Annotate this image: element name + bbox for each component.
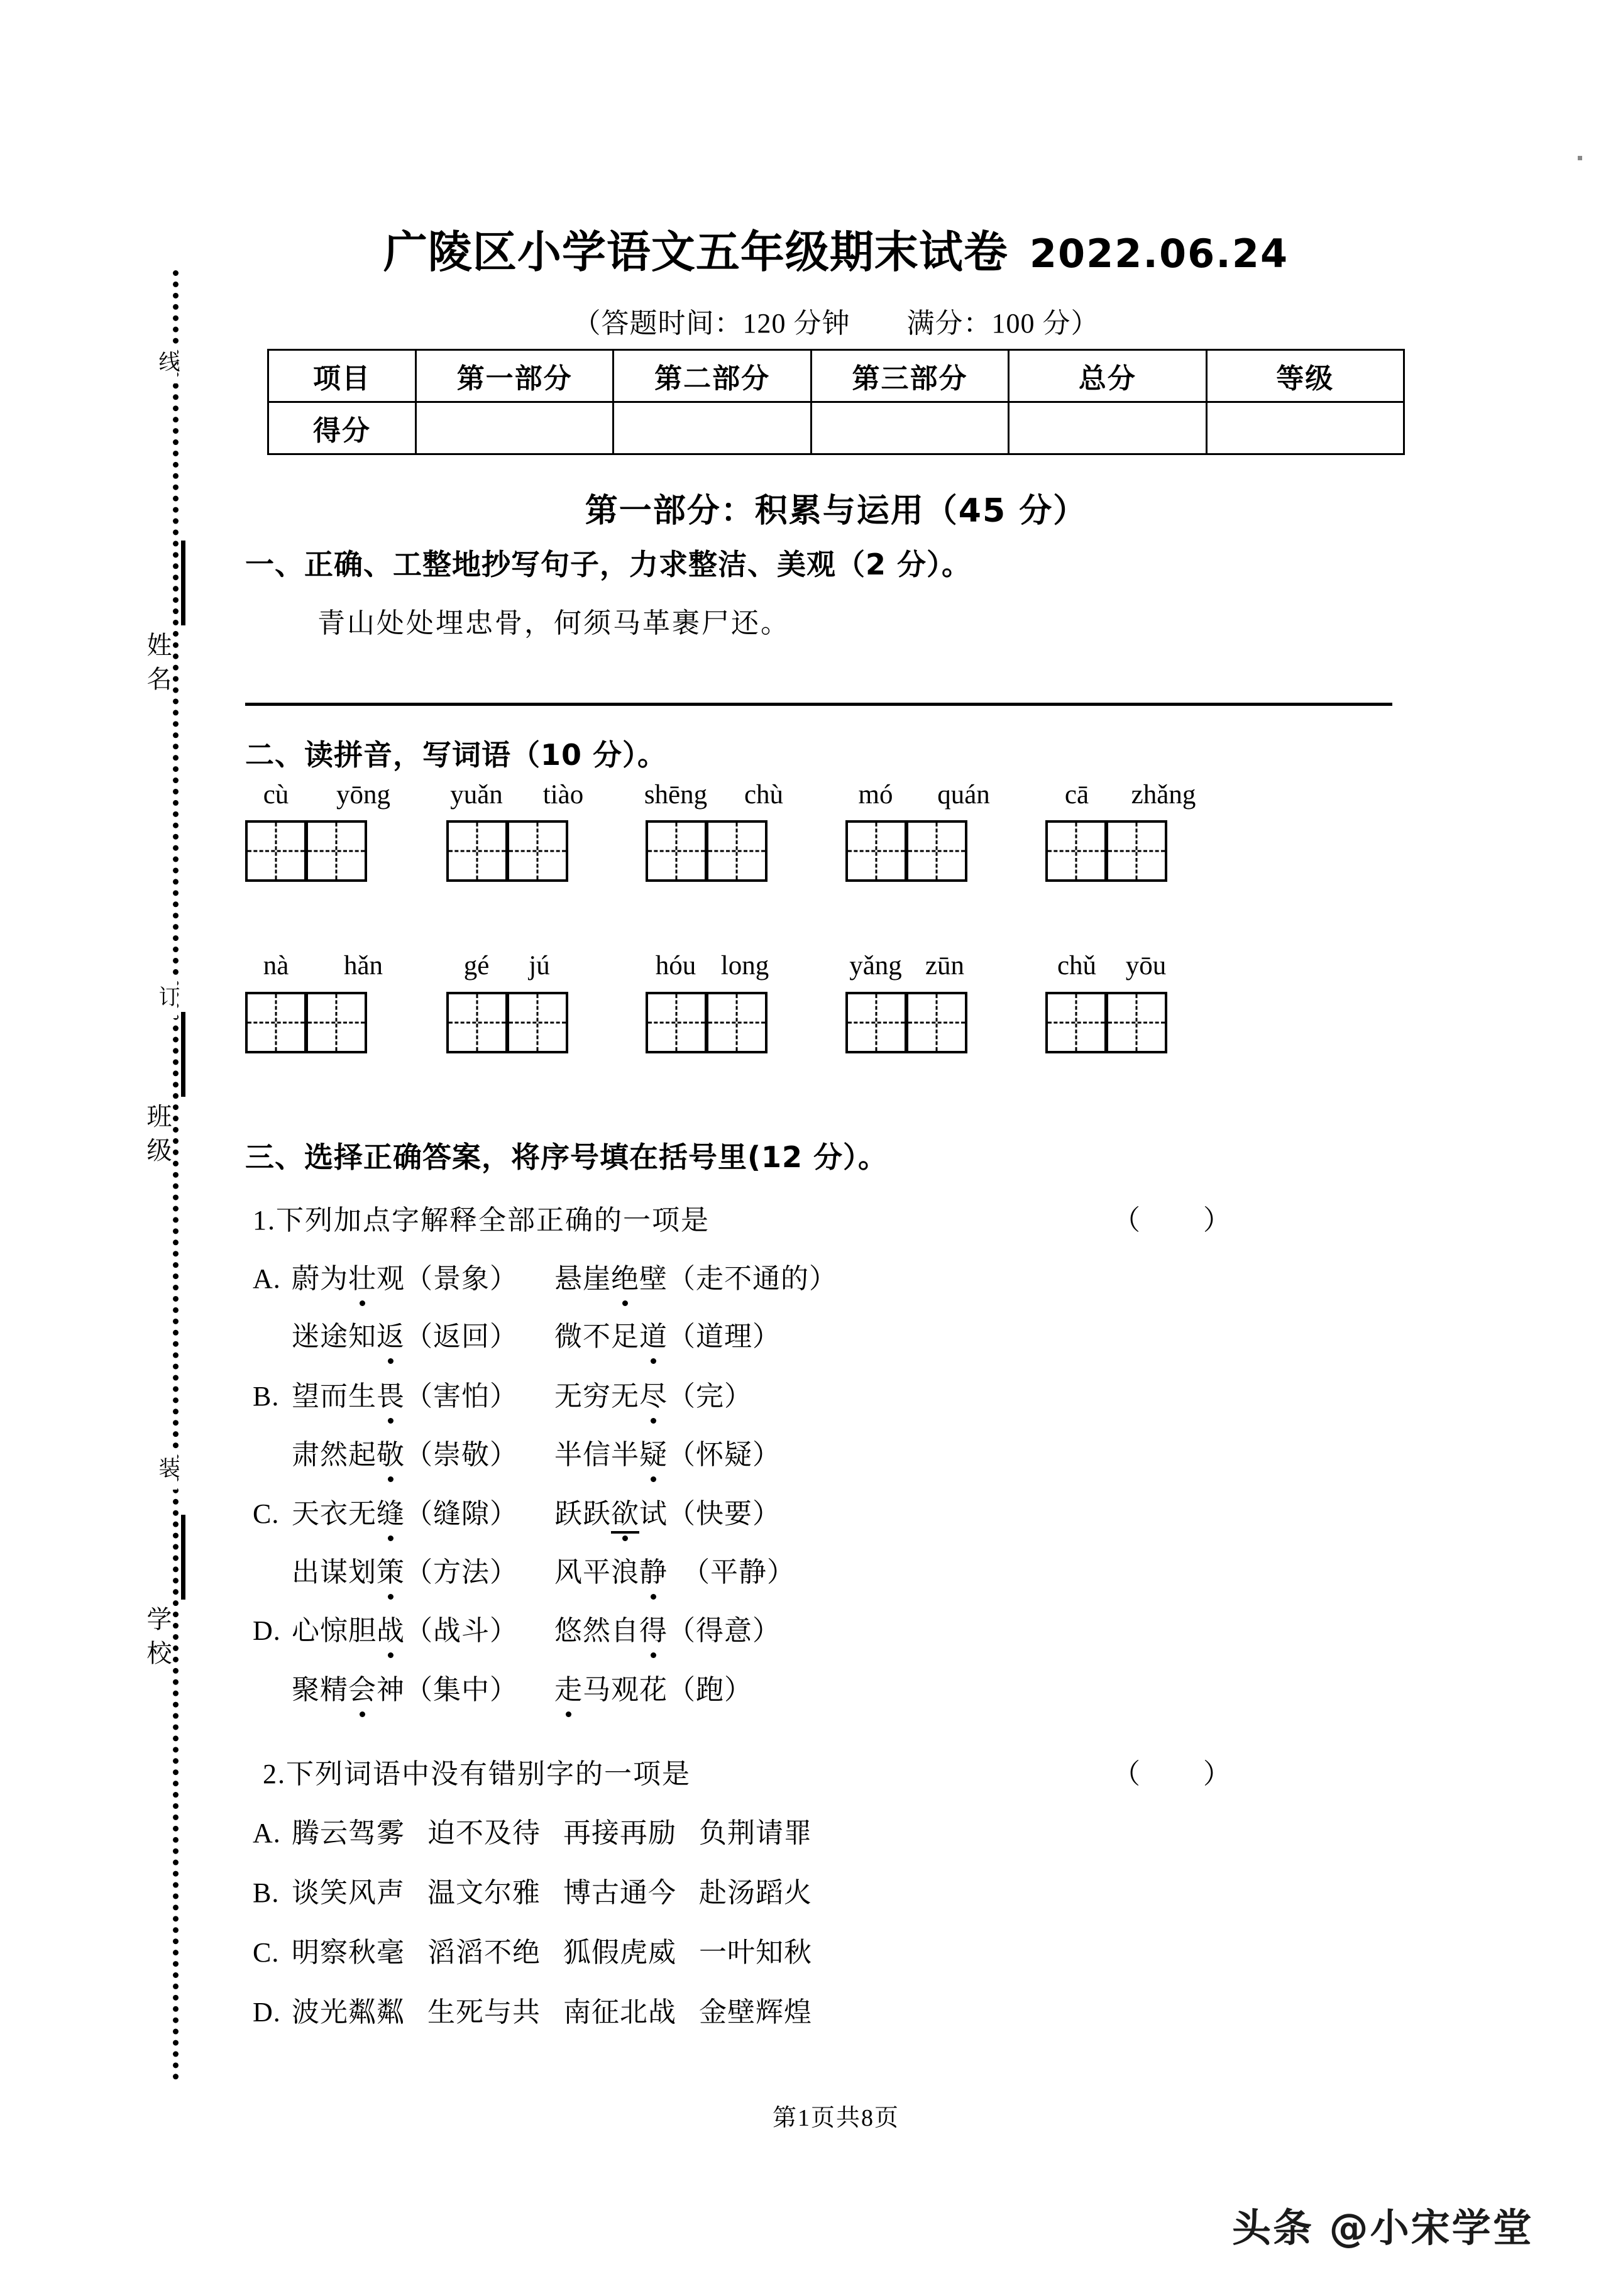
seal-column [75, 270, 220, 2080]
mc-2-answer-bracket[interactable]: （ ） [1113, 1759, 1233, 1789]
pinyin-1-9: cā [1064, 780, 1089, 810]
score-header-item: 项目 [268, 350, 416, 402]
tianzige-cell[interactable] [706, 820, 767, 882]
tianzige-cell[interactable] [906, 992, 967, 1053]
score-cell-total[interactable] [1009, 402, 1206, 454]
tianzige-cell[interactable] [245, 992, 307, 1053]
mc-2-option-c-w2: 滔滔不绝 [427, 1937, 541, 1968]
mc-2-option-d-w3: 南征北战 [563, 1997, 676, 2028]
mc-2-option-b[interactable] [253, 1870, 812, 1910]
pinyin-2-6: long [720, 951, 769, 980]
mc-1-option-c-line1[interactable] [253, 1491, 781, 1534]
score-header-total: 总分 [1009, 350, 1206, 402]
mc-1-option-c-left2: 出谋划策（方法） [292, 1549, 518, 1590]
pinyin-1-10: zhǎng [1131, 780, 1196, 810]
mc-1-option-d-line1[interactable] [253, 1608, 781, 1648]
tianzige-cell[interactable] [446, 992, 508, 1053]
mc-2-option-b-w2: 温文尔雅 [427, 1877, 541, 1908]
pinyin-1-8: quán [937, 780, 990, 810]
mc-2-option-a-label: A. [253, 1818, 281, 1848]
seal-dotted-line [173, 270, 179, 2080]
question-two-heading: 二、读拼音，写词语（10 分）。 [245, 738, 668, 772]
pinyin-2-5: hóu [655, 951, 696, 980]
mc-1-option-b-right2: 半信半疑（怀疑） [554, 1432, 781, 1472]
pinyin-row-1 [245, 779, 1392, 816]
mc-1-option-a-line2[interactable] [253, 1314, 781, 1354]
tianzige-cell[interactable] [706, 992, 767, 1053]
tianzige-cell[interactable] [245, 820, 307, 882]
pinyin-1-6: chù [744, 780, 784, 810]
mc-1-option-c-line2[interactable] [253, 1549, 795, 1590]
mc-1-option-b-left2: 肃然起敬（崇敬） [292, 1432, 518, 1472]
mc-2-option-c[interactable] [253, 1930, 812, 1970]
mc-2-option-b-label: B. [253, 1877, 280, 1908]
title-text: 广陵区小学语文五年级期末试卷 [383, 226, 1008, 278]
mc-2-option-c-w3: 狐假虎威 [563, 1937, 676, 1968]
mc-2-option-c-w1: 明察秋毫 [292, 1937, 405, 1968]
tianzige-cell[interactable] [906, 820, 967, 882]
mc-1-option-d-left2: 聚精会神（集中） [292, 1667, 518, 1707]
tianzige-cell[interactable] [1045, 992, 1107, 1053]
watermark: 头条 @小宋学堂 [1232, 2205, 1534, 2251]
tianzige-cell[interactable] [446, 820, 508, 882]
tianzige-cell[interactable] [845, 992, 907, 1053]
mc-1-answer-bracket[interactable]: （ ） [1113, 1205, 1233, 1236]
score-cell-part2[interactable] [613, 402, 811, 454]
mc-1-option-b-label: B. [253, 1381, 280, 1412]
page-number-footer: 第1页共8页 [772, 2105, 900, 2131]
exam-paper [239, 0, 1578, 2296]
tianzige-cell[interactable] [1106, 820, 1167, 882]
seal-field-class: 班级 [143, 1103, 172, 1171]
mc-1-option-d-left1: 心惊胆战（战斗） [292, 1608, 518, 1648]
mc-1-stem [253, 1197, 710, 1238]
pinyin-2-1: nà [263, 951, 289, 980]
pinyin-2-8: zūn [925, 951, 965, 980]
mc-2-stem [263, 1751, 691, 1791]
mc-1-option-b-line1[interactable] [253, 1373, 752, 1414]
pinyin-row-2 [245, 950, 1392, 987]
seal-word-ding: 订 [156, 980, 177, 1018]
mc-1-option-a-line1[interactable] [253, 1256, 837, 1296]
part-one-heading: 第一部分：积累与运用（45 分） [585, 492, 1087, 530]
mc-2-option-a-w1: 腾云驾雾 [292, 1818, 405, 1848]
mc-1-option-a-label: A. [253, 1263, 281, 1294]
tianzige-row-2 [245, 992, 1392, 1055]
pinyin-2-2: hǎn [343, 951, 383, 980]
mc-2-option-d-w4: 金壁辉煌 [699, 1997, 812, 2028]
question-one-sentence: 青山处处埋忠骨，何须马革裹尸还。 [317, 608, 790, 639]
mc-1-option-c-label: C. [253, 1498, 280, 1529]
pinyin-1-3: yuǎn [450, 780, 503, 810]
mc-1-number: 1. [253, 1205, 276, 1236]
score-header-part1: 第一部分 [416, 350, 613, 402]
mc-1-option-d-line2[interactable] [253, 1667, 752, 1707]
seal-word-zhuang: 装 [156, 1452, 177, 1490]
pinyin-1-4: tiào [542, 780, 584, 810]
mc-1-option-d-right2: 走马观花（跑） [554, 1667, 752, 1707]
tianzige-cell[interactable] [646, 992, 707, 1053]
mc-1-option-b-right1: 无穷无尽（完） [554, 1373, 752, 1414]
mc-1-option-a-left2: 迷途知返（返回） [292, 1314, 518, 1354]
mc-2-option-a-w4: 负荆请罪 [699, 1818, 812, 1848]
title-date: 2022.06.24 [1029, 231, 1289, 277]
mc-1-stem-text: 下列加点字解释全部正确的一项是 [276, 1205, 710, 1236]
pinyin-2-3: gé [463, 951, 490, 980]
table-row-score [268, 402, 1404, 454]
tianzige-cell[interactable] [1106, 992, 1167, 1053]
score-header-part3: 第三部分 [811, 350, 1008, 402]
question-one-heading: 一、正确、工整地抄写句子，力求整洁、美观（2 分）。 [245, 547, 972, 581]
pinyin-2-9: chǔ [1057, 951, 1097, 980]
corner-mark [1578, 156, 1582, 160]
seal-field-name: 姓名 [143, 632, 172, 700]
copy-answer-rule[interactable] [245, 703, 1392, 706]
seal-rule-class [181, 1012, 185, 1097]
score-row-label: 得分 [268, 402, 416, 454]
tianzige-cell[interactable] [845, 820, 907, 882]
pinyin-1-2: yōng [336, 780, 390, 810]
tianzige-cell[interactable] [646, 820, 707, 882]
mc-1-option-a-left1: 蔚为壮观（景象） [292, 1256, 518, 1296]
pinyin-2-7: yǎng [849, 951, 902, 980]
mc-1-option-b-line2[interactable] [253, 1432, 781, 1472]
mc-2-stem-text: 下列词语中没有错别字的一项是 [286, 1759, 691, 1789]
score-cell-grade[interactable] [1206, 402, 1404, 454]
mc-2-option-c-label: C. [253, 1937, 280, 1968]
mc-2-option-b-w1: 谈笑风声 [292, 1877, 405, 1908]
mc-1-option-c-left1: 天衣无缝（缝隙） [292, 1491, 518, 1531]
mc-2-number: 2. [263, 1759, 286, 1789]
score-cell-part1[interactable] [416, 402, 613, 454]
seal-word-line: 线 [156, 346, 177, 383]
score-cell-part3[interactable] [811, 402, 1008, 454]
mc-2-option-a-w2: 迫不及待 [427, 1818, 541, 1848]
table-row-header [268, 350, 1404, 402]
mc-2-option-b-w4: 赴汤蹈火 [699, 1877, 812, 1908]
score-header-grade: 等级 [1206, 350, 1404, 402]
exam-subtitle: （答题时间：120 分钟 满分：100 分） [573, 308, 1099, 339]
mc-1-option-c-right2: 风平浪静 （平静） [554, 1549, 795, 1590]
tianzige-cell[interactable] [507, 820, 568, 882]
mc-2-option-d-label: D. [253, 1997, 281, 2028]
score-table [267, 349, 1405, 455]
mc-1-option-a-right1: 悬崖绝壁（走不通的） [554, 1256, 837, 1296]
tianzige-cell[interactable] [305, 992, 367, 1053]
mc-2-option-b-w3: 博古通今 [563, 1877, 676, 1908]
tianzige-cell[interactable] [305, 820, 367, 882]
mc-1-option-b-left1: 望而生畏（害怕） [292, 1373, 518, 1414]
tianzige-cell[interactable] [1045, 820, 1107, 882]
seal-field-school: 学校 [143, 1606, 172, 1674]
mc-1-option-d-label: D. [253, 1615, 281, 1646]
pinyin-1-1: cù [263, 780, 289, 810]
pinyin-2-10: yōu [1125, 951, 1167, 980]
question-three-heading: 三、选择正确答案，将序号填在括号里(12 分）。 [245, 1140, 888, 1174]
tianzige-row-1 [245, 820, 1392, 883]
score-header-part2: 第二部分 [613, 350, 811, 402]
seal-rule-name [181, 541, 185, 625]
pinyin-2-4: jú [529, 951, 550, 980]
mc-1-option-d-right1: 悠然自得（得意） [554, 1608, 781, 1648]
pinyin-1-5: shēng [644, 780, 708, 810]
mc-2-option-a[interactable] [253, 1810, 812, 1850]
page-title [239, 217, 1433, 280]
mc-2-option-a-w3: 再接再励 [563, 1818, 676, 1848]
mc-2-option-d-w2: 生死与共 [427, 1997, 541, 2028]
mc-2-option-c-w4: 一叶知秋 [699, 1937, 812, 1968]
mc-2-option-d[interactable] [253, 1989, 812, 2030]
seal-rule-school [181, 1515, 185, 1600]
tianzige-cell[interactable] [507, 992, 568, 1053]
mc-1-option-a-right2: 微不足道（道理） [554, 1314, 781, 1354]
mc-2-option-d-w1: 波光粼粼 [292, 1997, 405, 2028]
pinyin-1-7: mó [858, 780, 893, 810]
mc-1-option-c-right1: 跃跃欲试（快要） [554, 1491, 781, 1534]
